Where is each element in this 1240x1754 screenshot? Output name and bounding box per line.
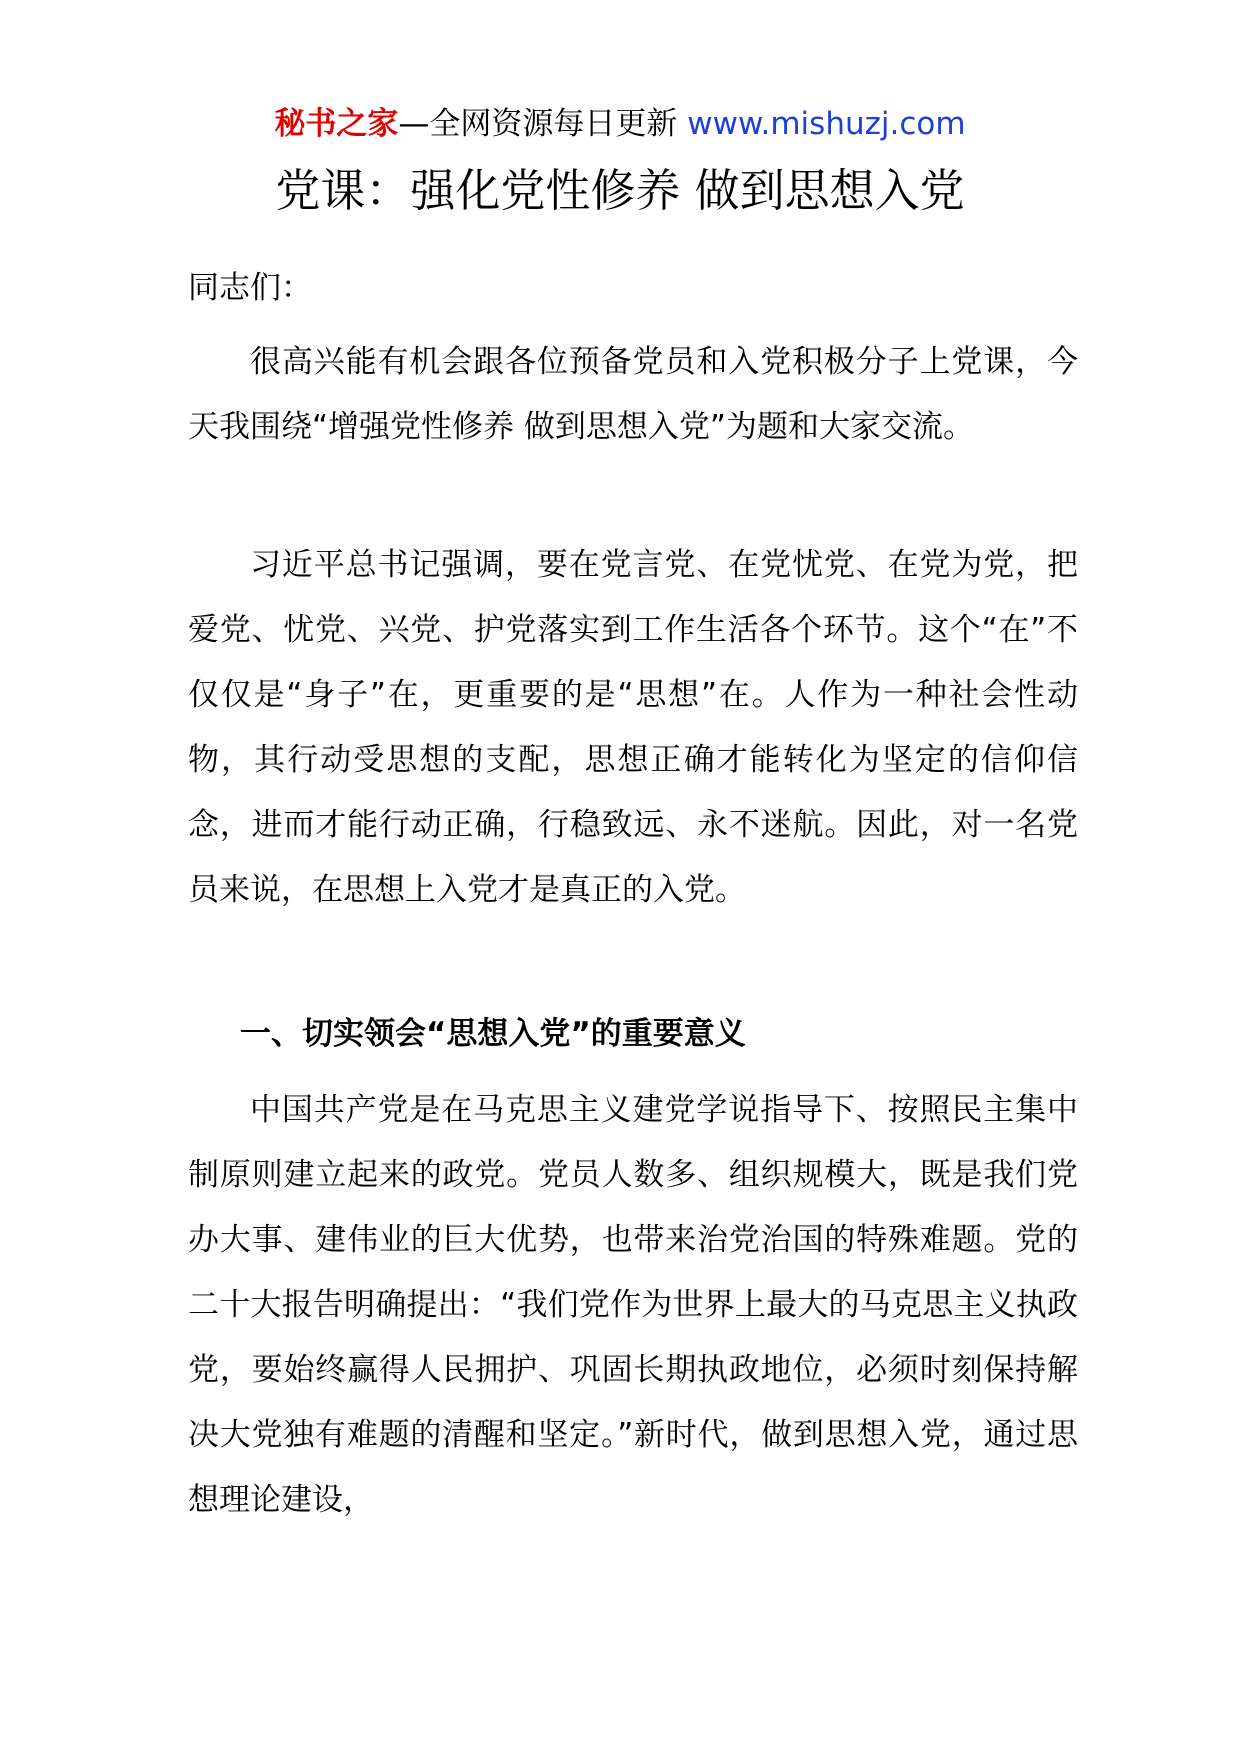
paragraph-text: 很高兴能有机会跟各位预备党员和入党积极分子上党课，今天我围绕“增强党性修养 做到思想入党”为题和大家交流。 — [188, 344, 1078, 445]
document-title: 党课：强化党性修养 做到思想入党 — [275, 164, 965, 217]
banner-tagline: —全网资源每日更新 — [398, 106, 678, 142]
banner-url-link[interactable]: www.mishuzj.com — [687, 106, 966, 142]
section-heading: 一、切实领会“思想入党”的重要意义 — [240, 1016, 746, 1052]
paragraph-1 — [188, 330, 1078, 460]
section-paragraph — [188, 1078, 1078, 1533]
paragraph-text: 中国共产党是在马克思主义建党学说指导下、按照民主集中制原则建立起来的政党。党员人数多、组织规模大，既是我们党办大事、建伟业的巨大优势，也带来治党治国的特殊难题。党的二十大报告明确提出：“我们党作为世界上最大的马克思主义执政党，要始终赢得人民拥护、巩固长期执政地位，必须时刻保持解决大党独有难题的清醒和坚定。”新时代，做到思想入党，通过思想理论建设， — [188, 1092, 1078, 1518]
paragraph-text: 习近平总书记强调，要在党言党、在党忧党、在党为党，把爱党、忧党、兴党、护党落实到工作生活各个环节。这个“在”不仅仅是“身子”在，更重要的是“思想”在。人作为一种社会性动物，其行动受思想的支配，思想正确才能转化为坚定的信仰信念，进而才能行动正确，行稳致远、永不迷航。因此，对一名党员来说，在思想上入党才是真正的入党。 — [188, 547, 1078, 908]
site-banner — [0, 102, 1240, 146]
paragraph-2 — [188, 533, 1078, 923]
banner-brand: 秘书之家 — [274, 106, 399, 142]
salutation: 同志们： — [188, 270, 312, 306]
